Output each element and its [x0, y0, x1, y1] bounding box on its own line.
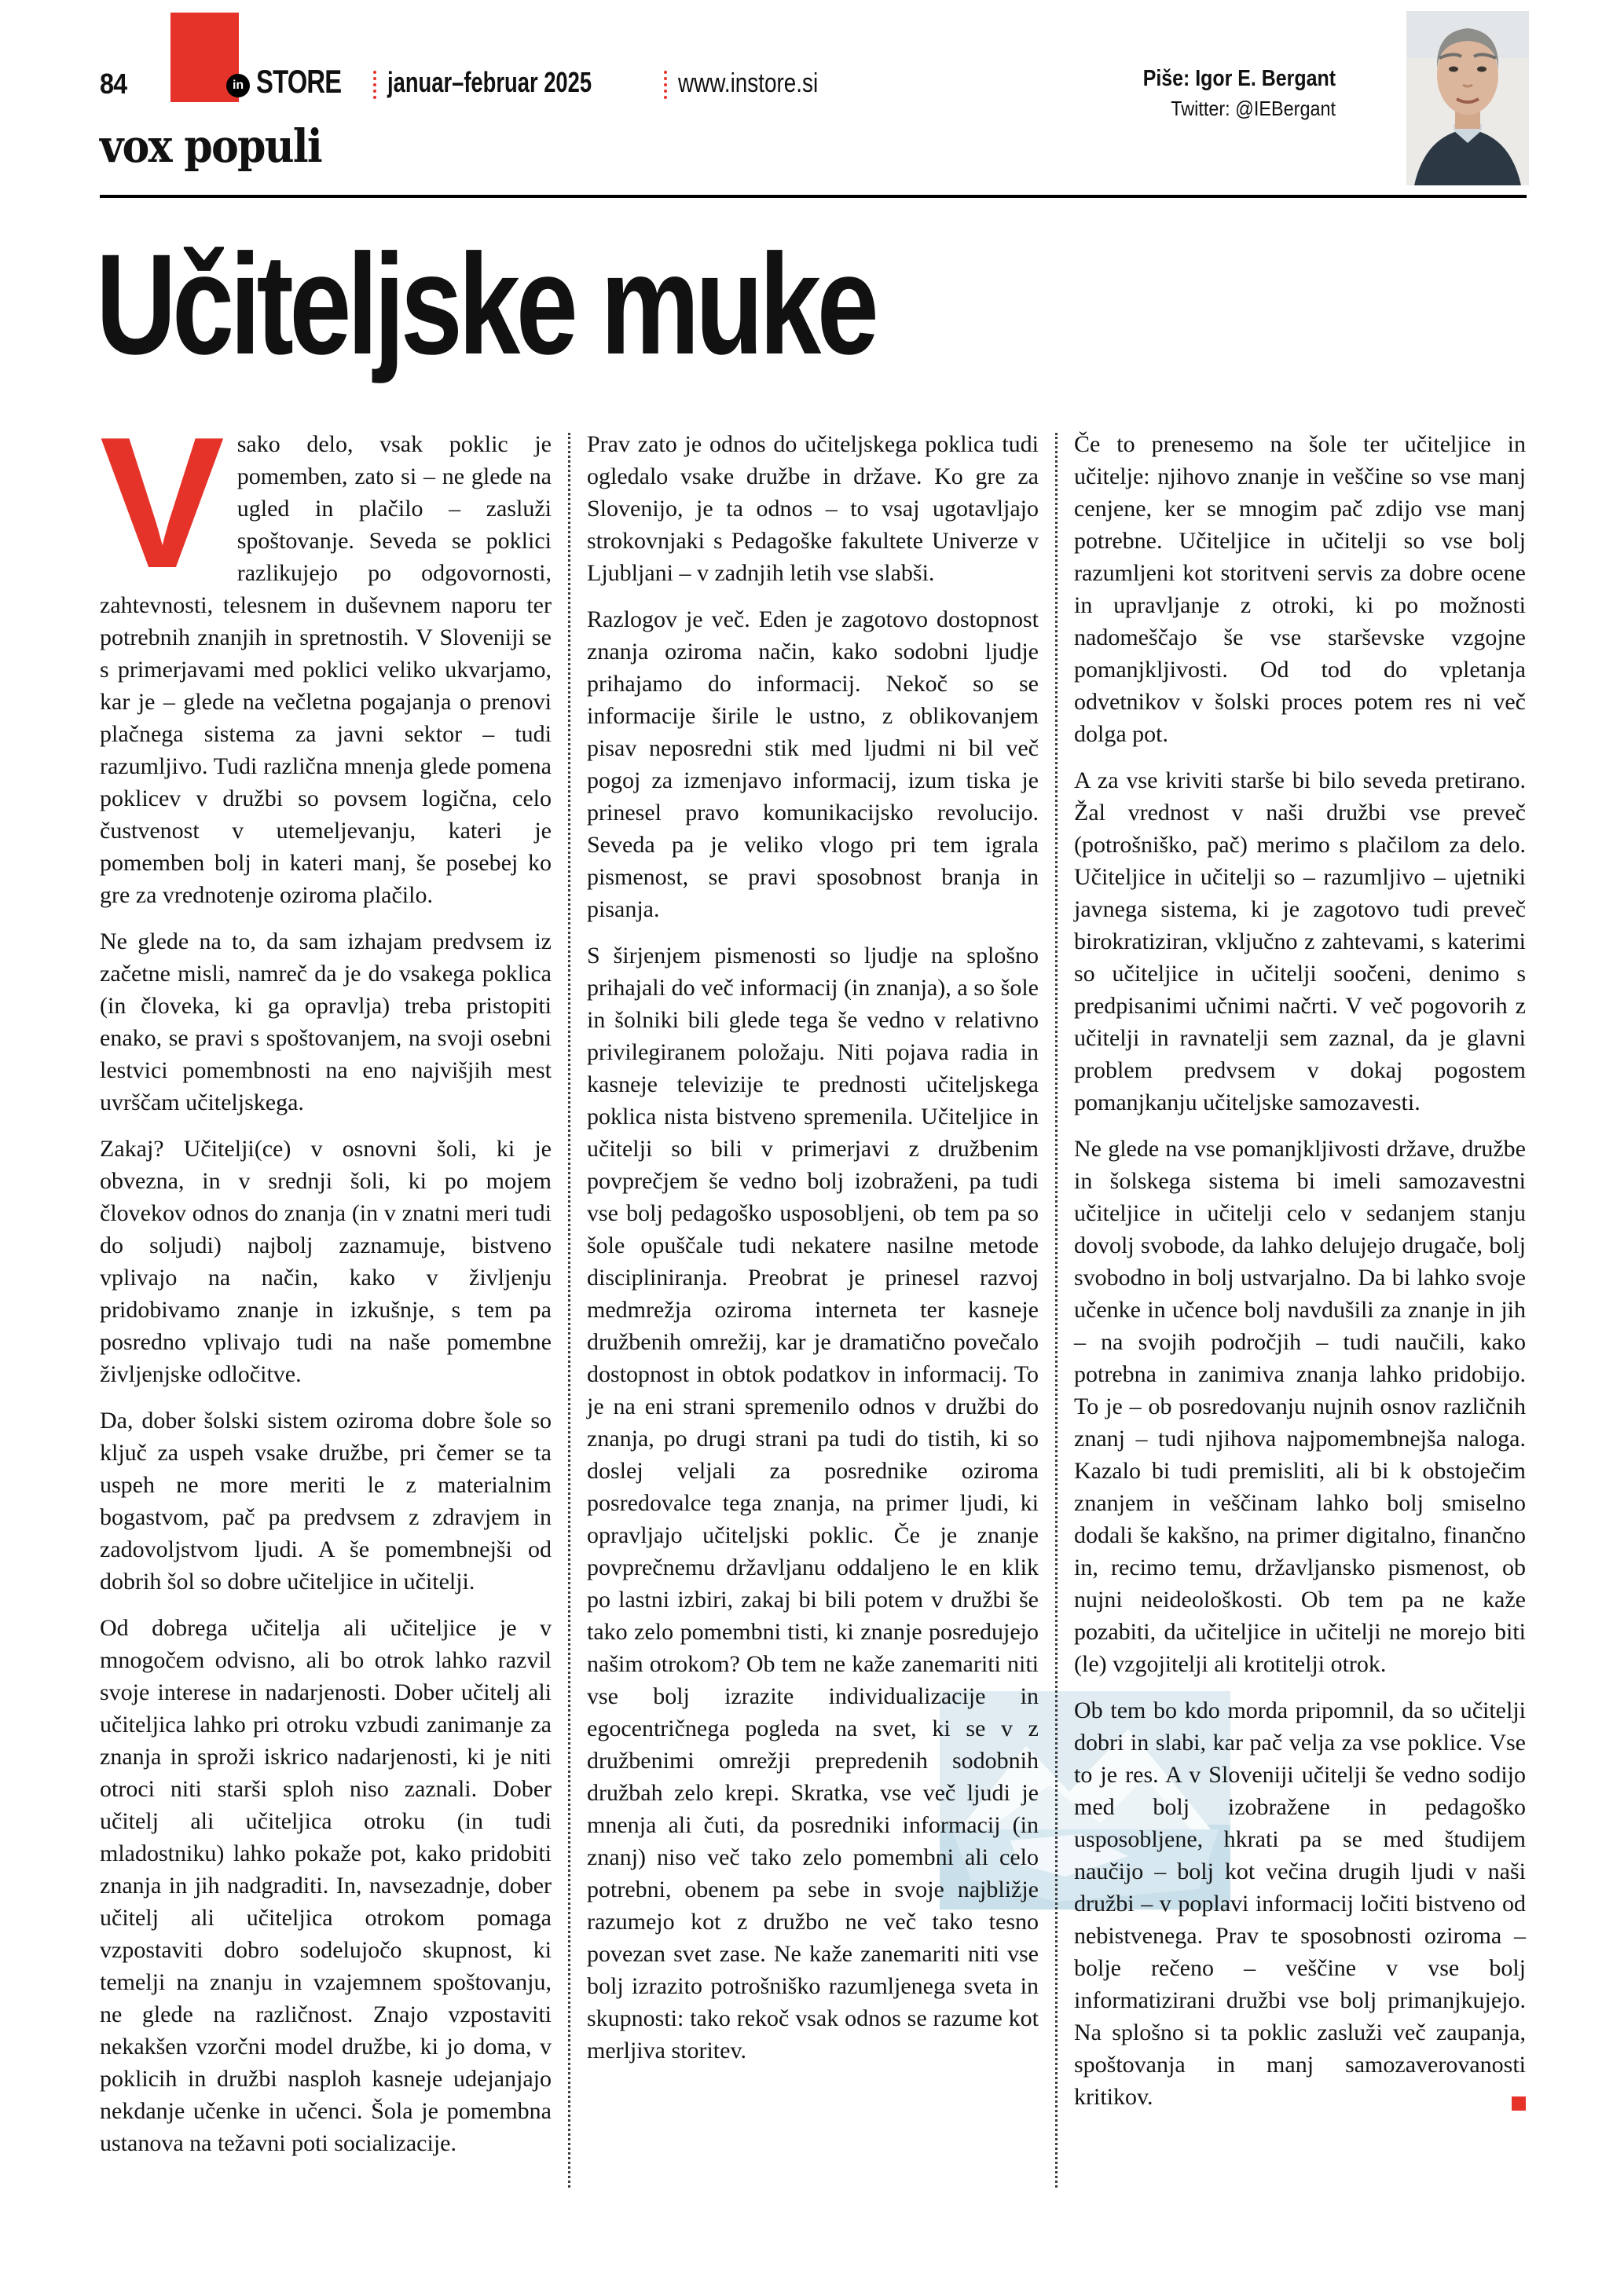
article-paragraph: Zakaj? Učitelji(ce) v osnovni šoli, ki je obvezna, in v srednji šoli, ki po mojem človekov odnos do znanja (in v znatni meri tudi do soljudi) najbolj zaznamuje, bistveno vplivajo na način, kako v življenju pridobivamo znanje in izkušnje, s tem pa posredno vplivajo tudi na naše pomembne življenjske odločitve. [100, 1136, 552, 1387]
article-paragraph: A za vse kriviti starše bi bilo seveda pretirano. Žal vrednost v naši družbi vse preveč (potrošniško, pač) merimo s plačilom za delo. Učiteljice in učitelji so – razumljivo – ujetniki javnega sistema, ki je zagotovo tudi preveč birokratiziran, vključno z zahtevami, s katerimi so učiteljice in učitelji soočeni, denimo s predpisanimi učnimi načrti. V več pogovorih z učitelji in ravnatelji sem zaznal, da je glavni problem predvsem v dokaj pogostem pomanjkanju učiteljske samozavesti. [1074, 767, 1526, 1115]
column-1 [100, 399, 552, 2188]
section-title: vox populi [100, 119, 321, 173]
header-divider-icon [373, 71, 376, 99]
article-title-text: Učiteljske muke [96, 224, 875, 384]
article-paragraph: S širjenjem pismenosti so ljudje na splošno prihajali do več informacij (in znanja), a so šole in šolniki bili glede tega še vedno v relativno privilegiranem položaju. Niti pojava radia in kasneje televizije te prednosti učiteljskega poklica nista bistveno spremenila. Učiteljice in učitelji so bili v primerjavi z družbenim povprečjem še vedno bolj izobraženi, pa tudi vse bolj pedagoško usposobljeni, ob tem pa so šole opuščale tudi nekatere nasilne metode discipliniranja. Preobrat je prinesel razvoj medmrežja oziroma interneta ter kasneje družbenih omrežij, kar je dramatično povečalo dostopnost in obtok podatkov in informacij. To je na eni strani spremenilo odnos v družbi do znanja, po drugi strani pa tudi do tistih, ki so doslej veljali za posrednike oziroma posredovalce tega znanja, na primer ljudi, ki opravljajo učiteljski poklic. Če je znanje povprečnemu državljanu oddaljeno le en klik po lastni izbiri, zakaj bi bili potem v družbi še tako zelo pomembni tisti, ki znanje posredujejo našim otrokom? Ob tem ne kaže zanemariti niti vse bolj izrazite individualizacije in egocentričnega pogleda na svet, ki se v z družbenimi omrežji prepredenih sodobnih družbah zelo krepi. Skratka, vse več ljudi je mnenja ali čuti, da posredniki informacij (in znanj) niso več tako zelo pomembni ali celo potrebni, obenem pa sebe in svoje najbližje razumejo kot z družbo ne več tako tesno povezan svet zase. Ne kaže zanemariti niti vse bolj izrazito potrošniško razumljenega sveta in skupnosti: tako rekoč vsak odnos se razume kot merljiva storitev. [587, 943, 1039, 2063]
header-rule [100, 195, 1527, 198]
header-divider-icon [664, 71, 667, 99]
instore-logo [170, 13, 244, 102]
column-separator [1039, 428, 1074, 2188]
article-paragraph: Če to prenesemo na šole ter učiteljice in učitelje: njihovo znanje in veščine so vse manj cenjene, ker se mnogim pač zdijo vse manj potrebne. Učiteljice in učitelji so vse bolj razumljeni kot storitveni servis za dobre ocene in upravljanje z otroki, ki po možnosti nadomeščajo še vse starševske vzgojne pomanjkljivosti. Od tod do vpletanja odvetnikov v šolski proces potem res ni več dolga pot. [1074, 431, 1526, 747]
paragraph-text: sako delo, vsak poklic je pomemben, zato si – ne glede na ugled in plačilo – zasluži spoštovanje. Seveda se poklici razlikujejo po odgovornosti, zahtevnosti, telesnem in duševnem naporu ter potrebnih znanjih in spretnostih. V Sloveniji se s primerjavami med poklici veliko ukvarjamo, kar je – glede na večletna pogajanja o prenovi plačnega sistema za javni sektor – tudi razumljivo. Tudi različna mnenja glede pomena poklicev v družbi so povsem logična, celo čustvenost v utemeljevanju, kateri je pomemben bolj in kateri manj, še posebej ko gre za vrednotenje oziroma plačilo. [100, 431, 552, 908]
in-logo-icon [226, 74, 250, 97]
end-of-article-marker-icon [1512, 2096, 1526, 2111]
article-paragraph: Da, dober šolski sistem oziroma dobre šole so ključ za uspeh vsake družbe, pri čemer se ta uspeh ne more meriti le z materialnim bogastvom, pač pa predvsem z zdravjem in zadovoljstvom ljudi. A še pomembnejši od dobrih šol so dobre učiteljice in učitelji. [100, 1408, 552, 1595]
article-paragraph: Razlogov je več. Eden je zagotovo dostopnost znanja oziroma način, kako sodobni ljudje prihajamo do informacij. Nekoč so se informacije širile le ustno, z oblikovanjem pisav neposredni stik med ljudmi ni bil več pogoj za izmenjavo informacij, izum tiska je prinesel pravo komunikacijsko revolucijo. Seveda pa je veliko vlogo pri tem igrala pismenost, se pravi sposobnost branja in pisanja. [587, 606, 1039, 922]
article-paragraph [100, 399, 552, 911]
article-title [96, 222, 1523, 386]
author-twitter: Twitter: @IEBergant [1171, 97, 1336, 120]
in-logo-text: in [232, 79, 244, 92]
store-logo-text: STORE [256, 63, 342, 100]
column-separator [552, 428, 587, 2188]
column-2 [587, 428, 1039, 2188]
article-body [100, 399, 1527, 2188]
author-photo [1406, 11, 1529, 185]
article-paragraph: Prav zato je odnos do učiteljskega poklica tudi ogledalo vsake družbe in države. Ko gre za Slovenijo, je ta odnos – to vsaj ugotavljajo strokovnjaki s Pedagoške fakultete Univerze v Ljubljani – v zadnjih letih vse slabši. [587, 431, 1039, 586]
author-name: Piše: Igor E. Bergant [1142, 66, 1336, 91]
issue-date: januar–februar 2025 [387, 66, 592, 98]
paragraph-text: Ob tem bo kdo morda pripomnil, da so učitelji dobri in slabi, kar pač velja za vse poklice. Vse to je res. A v Sloveniji učitelji še vedno sodijo med bolj izobražene in pedagoško usposobljene, hkrati pa se med študijem naučijo – bolj kot večina drugih ljudi v naši družbi – v poplavi informacij ločiti bistveno od nebistvenega. Prav te sposobnosti oziroma – bolje rečeno – veščine v vse bolj informatizirani družbi vse bolj primanjkujejo. Na splošno si ta poklic zasluži več zaupanja, spoštovanja in manj samozaverovanosti kritikov. [1074, 1697, 1526, 2110]
page-number: 84 [100, 68, 127, 100]
column-3 [1074, 428, 1526, 2188]
masthead [100, 9, 849, 102]
article-paragraph: Od dobrega učitelja ali učiteljice je v mnogočem odvisno, ali bo otrok lahko razvil svoje interese in nadarjenosti. Dober učitelj ali učiteljica lahko pri otroku vzbudi zanimanje za znanja in sproži iskrico nadarjenosti, ki je niti otroci niti starši sploh niso zaznali. Dober učitelj ali učiteljica otroku (in tudi mladostniku) lahko pokaže pot, kako pridobiti znanja in jih nadgraditi. In, navsezadnje, dober učitelj ali učiteljica otrokom pomaga vzpostaviti dobro sodelujočo skupnost, ki temelji na znanju in vzajemnem spoštovanju, ne glede na različnost. Znajo vzpostaviti nekakšen vzorčni model družbe, ki jo doma, v poklicih in družbi nasploh kasneje udejanjajo nekdanje učenke in učenci. Šola je pomembna ustanova na težavni poti socializacije. [100, 1615, 552, 2156]
byline-block [974, 66, 1336, 121]
article-paragraph: Ne glede na to, da sam izhajam predvsem iz začetne misli, namreč da je do vsakega poklica (in človeka, ki ga opravlja) treba pristopiti enako, se pravi s spoštovanjem, na svoji osebni lestvici pomembnosti na eno najvišjih mest uvrščam učiteljskega. [100, 928, 552, 1115]
drop-cap: V [100, 399, 225, 607]
website-url: www.instore.si [678, 68, 819, 98]
article-paragraph [1074, 1694, 1526, 2113]
article-paragraph: Ne glede na vse pomanjkljivosti države, družbe in šolskega sistema bi imeli samozavestni učiteljice in učitelji celo v sedanjem stanju dovolj svobode, da lahko delujejo drugače, bolj svobodno in bolj ustvarjalno. Da bi lahko svoje učenke in učence bolj navdušili za znanje in jih – na svojih področjih – tudi naučili, kako potrebna in zanimiva znanja lahko pridobijo. To je – ob posredovanju nujnih osnov različnih znanj – tudi njihova najpomembnejša naloga. Kazalo bi tudi premisliti, ali bi k obstoječim znanjem in veščinam lahko bolj smiselno dodali še kakšno, na primer digitalno, finančno in, recimo temu, državljansko pismenost, ob nujni neideološkosti. Ob tem pa ne kaže pozabiti, da učiteljice in učitelji ne morejo biti (le) vzgojitelji ali krotitelji otrok. [1074, 1136, 1526, 1677]
portrait-icon [1406, 11, 1529, 185]
